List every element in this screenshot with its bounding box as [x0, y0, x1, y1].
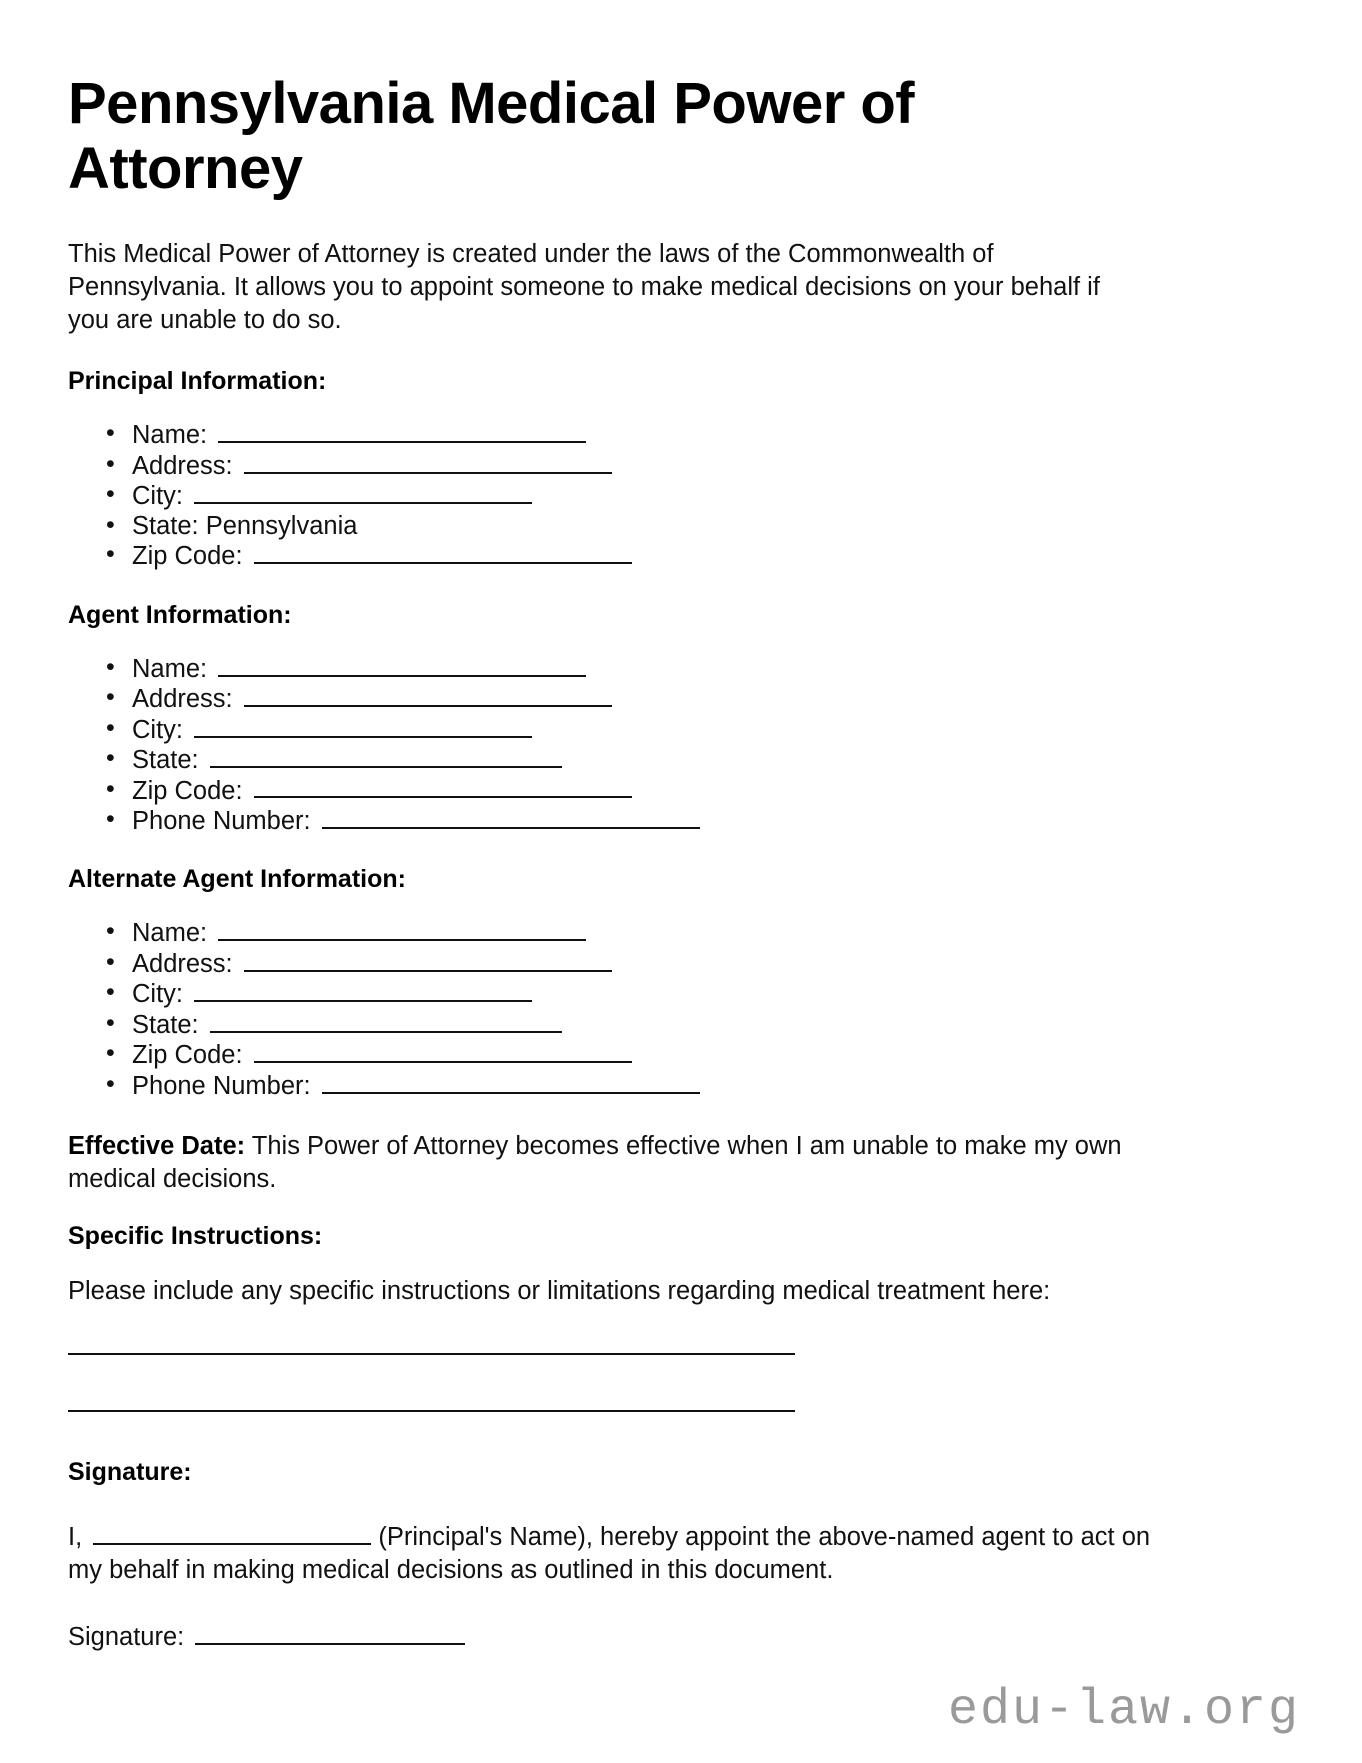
field-label: Name: — [132, 919, 208, 948]
field-agent-name[interactable] — [106, 654, 1294, 683]
field-agent-state[interactable] — [106, 745, 1294, 774]
field-label: Address: — [132, 949, 233, 978]
field-label: City: — [132, 980, 183, 1009]
field-principal-address[interactable] — [106, 451, 1294, 480]
write-in-blank[interactable] — [218, 420, 586, 443]
field-alternate-state[interactable] — [106, 1010, 1294, 1039]
write-in-rule[interactable] — [68, 1353, 795, 1355]
effective-date-text: This Power of Attorney becomes effective when I am unable to make my own medical decisions. — [68, 1132, 1122, 1194]
field-label: Zip Code: — [132, 542, 243, 571]
write-in-blank[interactable] — [218, 918, 586, 941]
signature-statement-suffix: (Principal's Name), hereby appoint the above-named agent to act on my behalf in making medical decisions as outlined in this document. — [68, 1522, 1151, 1585]
write-in-blank[interactable] — [254, 776, 632, 799]
write-in-blank[interactable] — [210, 745, 562, 768]
write-in-blank[interactable] — [210, 1010, 562, 1033]
write-in-blank-principal-name[interactable] — [93, 1522, 371, 1545]
write-in-blank[interactable] — [194, 481, 532, 504]
write-in-blank[interactable] — [218, 654, 586, 677]
field-principal-state — [106, 512, 1294, 541]
write-in-blank[interactable] — [254, 1040, 632, 1063]
field-alternate-name[interactable] — [106, 918, 1294, 947]
effective-date-label: Effective Date: — [68, 1132, 246, 1161]
section-heading-specific-instructions: Specific Instructions: — [68, 1222, 323, 1251]
write-in-blank[interactable] — [244, 684, 612, 707]
write-in-blank[interactable] — [254, 541, 632, 564]
section-heading-principal: Principal Information: — [68, 367, 327, 396]
field-alternate-zip[interactable] — [106, 1040, 1294, 1069]
agent-field-list — [68, 654, 1294, 836]
field-label: City: — [132, 482, 183, 511]
write-in-blank[interactable] — [322, 806, 700, 829]
signature-line-label: Signature: — [68, 1622, 185, 1651]
write-in-blank[interactable] — [194, 715, 532, 738]
effective-date-paragraph — [68, 1130, 1143, 1196]
signature-statement — [68, 1521, 1158, 1588]
field-label: Phone Number: — [132, 1071, 311, 1100]
field-alternate-phone[interactable] — [106, 1071, 1294, 1100]
signature-statement-prefix: I, — [68, 1522, 90, 1551]
field-value-state: Pennsylvania — [205, 511, 358, 540]
specific-instructions-prompt: Please include any specific instructions or limitations regarding medical treatment here: — [68, 1277, 1051, 1306]
principal-field-list — [68, 420, 1294, 570]
field-agent-address[interactable] — [106, 684, 1294, 713]
write-in-rule[interactable] — [68, 1410, 795, 1412]
field-agent-zip[interactable] — [106, 776, 1294, 805]
field-principal-zip[interactable] — [106, 541, 1294, 570]
field-label: State: — [132, 745, 199, 774]
field-label: Phone Number: — [132, 806, 311, 835]
write-in-blank-signature[interactable] — [195, 1622, 465, 1645]
specific-instructions-write-in-area — [68, 1353, 1294, 1412]
field-label: City: — [132, 715, 183, 744]
write-in-blank[interactable] — [244, 451, 612, 474]
signature-line-row — [68, 1622, 1294, 1651]
write-in-blank[interactable] — [322, 1071, 700, 1094]
section-heading-alternate-agent: Alternate Agent Information: — [68, 865, 406, 894]
alternate-agent-field-list — [68, 918, 1294, 1100]
intro-paragraph: This Medical Power of Attorney is created under the laws of the Commonwealth of Pennsylvania. It allows you to appoint someone to make medical decisions on your behalf if you are unable to do so. — [68, 239, 1100, 335]
field-label: Zip Code: — [132, 1041, 243, 1070]
field-label: Zip Code: — [132, 776, 243, 805]
page-title: Pennsylvania Medical Power of Attorney — [68, 71, 915, 201]
field-alternate-city[interactable] — [106, 979, 1294, 1008]
field-principal-city[interactable] — [106, 481, 1294, 510]
write-in-blank[interactable] — [244, 949, 612, 972]
field-label: State: — [132, 511, 199, 540]
field-label: State: — [132, 1010, 199, 1039]
field-principal-name[interactable] — [106, 420, 1294, 449]
field-label: Name: — [132, 654, 208, 683]
section-heading-agent: Agent Information: — [68, 600, 292, 629]
watermark-edu-law: edu-law.org — [947, 1682, 1300, 1739]
field-label: Address: — [132, 685, 233, 714]
section-heading-signature: Signature: — [68, 1457, 192, 1486]
field-agent-phone[interactable] — [106, 806, 1294, 835]
field-alternate-address[interactable] — [106, 949, 1294, 978]
field-label: Address: — [132, 451, 233, 480]
write-in-blank[interactable] — [194, 979, 532, 1002]
field-agent-city[interactable] — [106, 715, 1294, 744]
field-label: Name: — [132, 421, 208, 450]
